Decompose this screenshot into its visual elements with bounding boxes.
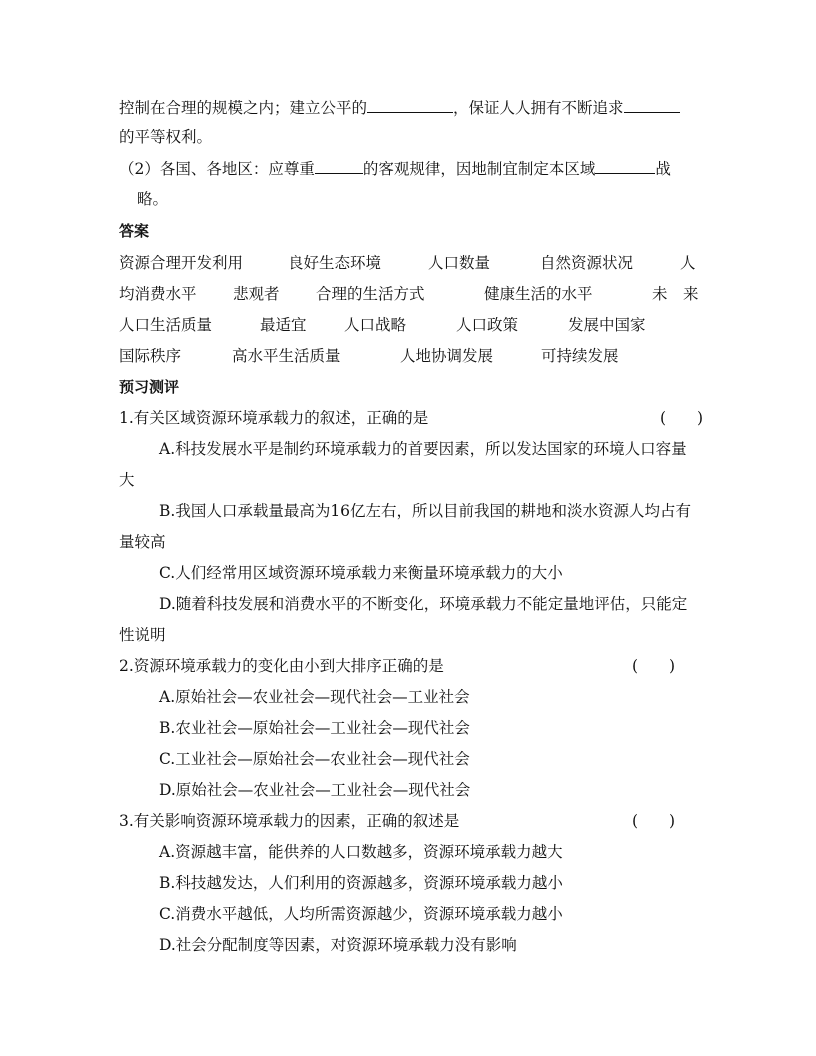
question-1-option-b: B.我国人口承载量最高为16亿左右，所以目前我国的耕地和淡水资源人均占有 (159, 502, 692, 520)
answer-item: 自然资源状况 (540, 254, 634, 272)
answer-item: 均消费水平 (119, 285, 197, 303)
question-1-option-a-cont: 大 (119, 471, 135, 489)
fill-in-line-4: 略。 (137, 190, 169, 208)
question-2-stem: 2.资源环境承载力的变化由小到大排序正确的是 (119, 657, 444, 675)
answer-item: 健康生活的水平 (484, 285, 593, 303)
question-2-option-a: A.原始社会—农业社会—现代社会—工业社会 (159, 688, 470, 706)
answer-item: 人口战略 (344, 316, 407, 334)
question-1-stem: 1.有关区域资源环境承载力的叙述，正确的是 (119, 409, 429, 427)
answer-item: 高水平生活质量 (232, 347, 341, 365)
answer-item: 发展中国家 (568, 316, 646, 334)
question-1-option-a: A.科技发展水平是制约环境承载力的首要因素，所以发达国家的环境人口容量 (159, 440, 687, 458)
answer-item: 国际秩序 (119, 347, 182, 365)
fill-in-text: ，保证人人拥有不断追求 (453, 99, 624, 117)
answer-item: 合理的生活方式 (316, 285, 425, 303)
answer-item: 良好生态环境 (288, 254, 382, 272)
question-3-option-c: C.消费水平越低，人均所需资源越少，资源环境承载力越小 (159, 905, 563, 923)
answer-item: 人 (680, 254, 696, 272)
answer-item: 人口政策 (456, 316, 519, 334)
question-1-option-d-cont: 性说明 (119, 626, 166, 644)
question-3-option-d: D.社会分配制度等因素，对资源环境承载力没有影响 (159, 936, 517, 954)
answer-item: 未 来 (652, 285, 699, 303)
question-2-option-d: D.原始社会—农业社会—工业社会—现代社会 (159, 781, 471, 799)
answer-item: 人地协调发展 (400, 347, 494, 365)
answer-item: 人口生活质量 (119, 316, 213, 334)
fill-in-text: 战 (655, 160, 671, 178)
answer-item: 悲观者 (233, 285, 280, 303)
question-1-option-d: D.随着科技发展和消费水平的不断变化，环境承载力不能定量地评估，只能定 (159, 595, 688, 613)
answer-item: 可持续发展 (541, 347, 619, 365)
quiz-heading: 预习测评 (119, 378, 180, 396)
answer-blank (315, 157, 363, 174)
question-3-option-b: B.科技越发达，人们利用的资源越多，资源环境承载力越小 (159, 874, 563, 892)
answer-item: 人口数量 (428, 254, 491, 272)
fill-in-text: （2）各国、各地区：应尊重 (119, 160, 315, 178)
answer-blank (624, 96, 680, 113)
fill-in-line-3 (119, 157, 671, 180)
answer-blank (595, 157, 655, 174)
answer-blank (367, 96, 453, 113)
fill-in-text: 的客观规律，因地制宜制定本区域 (362, 160, 596, 178)
question-2-option-b: B.农业社会—原始社会—工业社会—现代社会 (159, 719, 470, 737)
question-1-option-b-cont: 量较高 (119, 533, 166, 551)
fill-in-line-1 (119, 96, 680, 119)
answers-heading: 答案 (119, 222, 150, 240)
answer-item: 最适宜 (260, 316, 307, 334)
question-3-stem: 3.有关影响资源环境承载力的因素，正确的叙述是 (119, 812, 460, 830)
question-1-option-c: C.人们经常用区域资源环境承载力来衡量环境承载力的大小 (159, 564, 563, 582)
fill-in-line-2: 的平等权利。 (119, 128, 213, 146)
question-2-option-c: C.工业社会—原始社会—农业社会—现代社会 (159, 750, 470, 768)
answer-parentheses: ( ) (632, 657, 676, 675)
answer-parentheses: ( ) (632, 812, 676, 830)
answer-parentheses: ( ) (660, 409, 704, 427)
answer-item: 资源合理开发利用 (119, 254, 244, 272)
fill-in-text: 控制在合理的规模之内；建立公平的 (119, 99, 368, 117)
question-3-option-a: A.资源越丰富，能供养的人口数越多，资源环境承载力越大 (159, 843, 563, 861)
